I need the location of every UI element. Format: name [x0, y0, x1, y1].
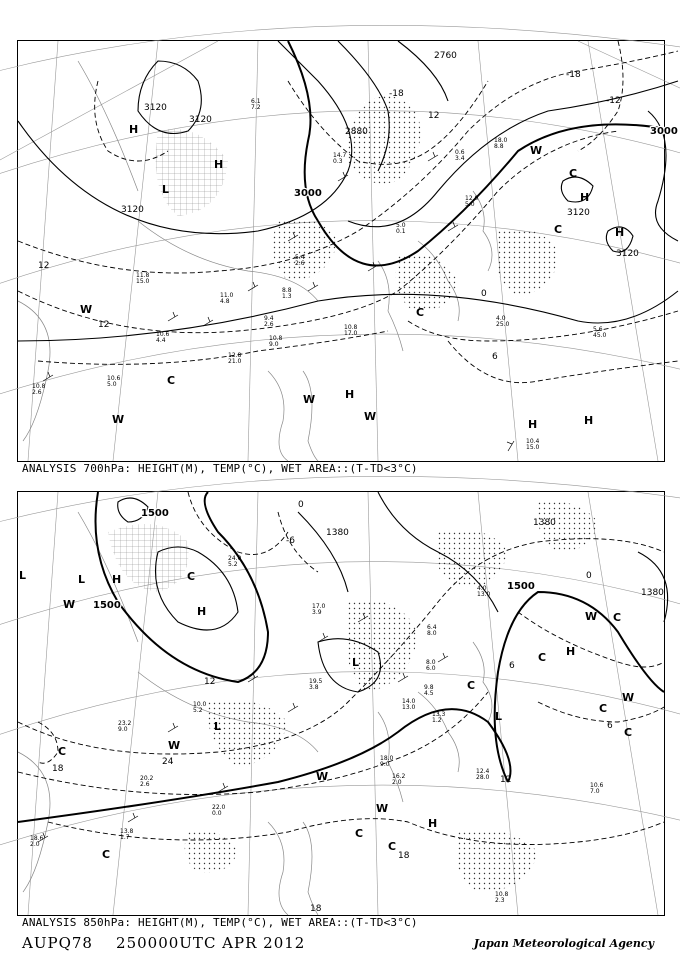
station-temp: 19.5: [309, 678, 323, 685]
station-temp: 10.6: [156, 331, 170, 338]
station-dewpoint-depression: 5.0: [107, 381, 117, 388]
station-dewpoint-depression: 4.4: [156, 337, 166, 344]
station-dewpoint-depression: 8.0: [427, 630, 437, 637]
station-dewpoint-depression: 13.0: [477, 591, 491, 598]
contour-label: 3120: [121, 205, 144, 215]
station-temp: 6.4: [427, 624, 437, 631]
contour-label: 2880: [345, 127, 368, 137]
contour-label: 1380: [533, 518, 556, 528]
pressure-center-label: C: [599, 702, 608, 715]
pressure-center-label: W: [63, 598, 76, 611]
contour-label: 1500: [507, 581, 535, 592]
pressure-center-label: C: [538, 651, 547, 664]
pressure-center-label: L: [162, 183, 170, 196]
contour-label: 0: [481, 289, 487, 299]
contour-label: 6: [492, 352, 498, 362]
contour-label: 0: [298, 500, 304, 510]
pressure-center-label: C: [416, 306, 425, 319]
contour-label: 6: [607, 721, 613, 731]
station-dewpoint-depression: 5.0: [465, 201, 475, 208]
station-dewpoint-depression: 3.4: [455, 155, 465, 162]
station-dewpoint-depression: 3.8: [309, 684, 319, 691]
station-dewpoint-depression: 45.0: [593, 332, 607, 339]
pressure-center-label: H: [112, 573, 122, 586]
agency-name: Japan Meteorological Agency: [473, 937, 654, 950]
contour-label: 0: [586, 571, 592, 581]
station-dewpoint-depression: 2.0: [30, 841, 40, 848]
pressure-center-label: W: [303, 393, 316, 406]
pressure-center-label: H: [584, 414, 594, 427]
station-dewpoint-depression: 6.0: [426, 665, 436, 672]
pressure-center-label: L: [352, 656, 360, 669]
contour-label: 3120: [567, 208, 590, 218]
station-temp: 9.4: [264, 315, 274, 322]
chart-code: AUPQ78: [22, 934, 93, 952]
contour-label: 3120: [144, 103, 167, 113]
pressure-center-label: L: [495, 710, 503, 723]
pressure-center-label: W: [530, 144, 543, 157]
station-temp: 10.8: [32, 383, 46, 390]
station-temp: 10.0: [193, 701, 207, 708]
station-dewpoint-depression: 1.7: [120, 834, 130, 841]
station-dewpoint-depression: 17.0: [344, 330, 358, 337]
station-dewpoint-depression: 4.8: [220, 298, 230, 305]
station-temp: 6.1: [251, 98, 261, 105]
station-dewpoint-depression: 0.3: [333, 158, 343, 165]
pressure-center-label: C: [624, 726, 633, 739]
contour-label: 12: [500, 775, 512, 785]
pressure-center-label: W: [112, 413, 125, 426]
station-temp: 17.0: [312, 603, 326, 610]
contour-label: 18: [398, 851, 410, 861]
station-dewpoint-depression: 2.6: [140, 781, 150, 788]
contour-label: -12: [606, 96, 621, 106]
contour-label: 3000: [650, 126, 678, 137]
map-panel-850hpa: [17, 491, 665, 916]
graticule: [0, 25, 680, 461]
station-temp: 4.0: [496, 315, 506, 322]
pressure-center-label: H: [129, 123, 139, 136]
station-dewpoint-depression: 0.0: [212, 810, 222, 817]
station-temp: 23.2: [118, 720, 132, 727]
map-panel-700hpa: [17, 40, 678, 462]
contour-label: 1500: [93, 600, 121, 611]
pressure-center-label: L: [78, 573, 86, 586]
map-700hpa: [18, 41, 678, 461]
pressure-center-label: W: [622, 691, 635, 704]
station-dewpoint-depression: 15.0: [526, 444, 540, 451]
station-dewpoint-depression: 4.5: [424, 690, 434, 697]
pressure-center-label: C: [58, 745, 67, 758]
chart-datetime: 250000UTC APR 2012: [116, 934, 306, 952]
pressure-center-label: C: [388, 840, 397, 853]
contour-label: -18: [389, 89, 404, 99]
contour-label: 6: [509, 661, 515, 671]
station-dewpoint-depression: 28.0: [476, 774, 490, 781]
pressure-center-label: W: [168, 739, 181, 752]
contour-label: 2760: [434, 51, 457, 61]
contour-label: 18: [310, 904, 322, 914]
station-dewpoint-depression: 1.3: [282, 293, 292, 300]
station-temp: 22.0: [212, 804, 226, 811]
station-dewpoint-depression: 15.0: [136, 278, 150, 285]
contour-label: 1500: [141, 508, 169, 519]
station-temp: 10.8: [495, 891, 509, 898]
pressure-center-label: H: [345, 388, 355, 401]
station-dewpoint-depression: 5.2: [193, 707, 203, 714]
contour-label: 3120: [616, 249, 639, 259]
station-temp: 10.6: [107, 375, 121, 382]
station-dewpoint-depression: 2.6: [264, 321, 274, 328]
station-dewpoint-depression: 7.2: [251, 104, 261, 111]
station-temp: 5.4: [295, 254, 305, 261]
station-temp: 9.8: [424, 684, 434, 691]
station-temp: 18.6: [30, 835, 44, 842]
pressure-center-label: W: [316, 770, 329, 783]
pressure-center-label: C: [467, 679, 476, 692]
station-temp: 10.6: [590, 782, 604, 789]
station-dewpoint-depression: 9.0: [269, 341, 279, 348]
station-temp: 12.8: [228, 352, 242, 359]
contour-label: 3120: [189, 115, 212, 125]
station-temp: 16.2: [392, 773, 406, 780]
pressure-center-label: H: [214, 158, 224, 171]
station-temp: 11.8: [136, 272, 150, 279]
station-temp: 0.6: [455, 149, 465, 156]
station-temp: 18.0: [380, 755, 394, 762]
pressure-center-label: L: [214, 720, 222, 733]
station-temp: 14.0: [402, 698, 416, 705]
pressure-center-label: C: [355, 827, 364, 840]
pressure-center-label: C: [102, 848, 111, 861]
pressure-center-label: C: [613, 611, 622, 624]
station-temp: 18.0: [494, 137, 508, 144]
pressure-center-label: W: [585, 610, 598, 623]
pressure-center-label: H: [566, 645, 576, 658]
station-dewpoint-depression: 13.0: [402, 704, 416, 711]
pressure-center-label: H: [580, 191, 590, 204]
chart-id: [22, 934, 305, 952]
pressure-center-label: H: [197, 605, 207, 618]
station-dewpoint-depression: 2.6: [32, 389, 42, 396]
station-temp: 14.7: [333, 152, 347, 159]
station-dewpoint-depression: 21.0: [228, 358, 242, 365]
contour-label: -6: [286, 536, 295, 546]
station-temp: 13.3: [432, 711, 446, 718]
height-contours: [18, 41, 678, 341]
station-dewpoint-depression: 9.0: [380, 761, 390, 768]
station-temp: 24.0: [228, 555, 242, 562]
station-dewpoint-depression: 0.1: [396, 228, 406, 235]
pressure-center-label: C: [187, 570, 196, 583]
station-temp: 12.4: [476, 768, 490, 775]
pressure-center-label: W: [364, 410, 377, 423]
station-temp: 10.8: [344, 324, 358, 331]
contour-label: 1380: [641, 588, 664, 598]
station-dewpoint-depression: 1.2: [432, 717, 442, 724]
contour-label: 1380: [326, 528, 349, 538]
contour-label: 3000: [294, 188, 322, 199]
station-temp: 5.6: [593, 326, 603, 333]
pressure-center-label: H: [428, 817, 438, 830]
station-dewpoint-depression: 7.0: [590, 788, 600, 795]
station-temp: 4.0: [477, 585, 487, 592]
station-temp: 8.8: [282, 287, 292, 294]
station-temp: 11.0: [220, 292, 234, 299]
station-dewpoint-depression: 3.9: [312, 609, 322, 616]
contour-label: 12: [204, 677, 216, 687]
pressure-center-label: W: [376, 802, 389, 815]
station-temp: 13.8: [120, 828, 134, 835]
station-dewpoint-depression: 8.8: [494, 143, 504, 150]
caption-700hpa: ANALYSIS 700hPa: HEIGHT(M), TEMP(°C), WET AREA::(T-TD<3°C): [22, 462, 418, 475]
station-dewpoint-depression: 2.6: [295, 260, 305, 267]
station-temp: 20.2: [140, 775, 154, 782]
contour-label: 12: [98, 320, 110, 330]
contour-label: 12: [428, 111, 440, 121]
station-temp: 8.0: [426, 659, 436, 666]
station-dewpoint-depression: 25.0: [496, 321, 510, 328]
station-temp: 12.0: [465, 195, 479, 202]
map-850hpa: [18, 492, 664, 915]
caption-850hpa: ANALYSIS 850hPa: HEIGHT(M), TEMP(°C), WET AREA::(T-TD<3°C): [22, 916, 418, 929]
station-temp: 10.8: [269, 335, 283, 342]
station-dewpoint-depression: 9.0: [118, 726, 128, 733]
pressure-center-label: H: [528, 418, 538, 431]
station-dewpoint-depression: 2.3: [495, 897, 505, 904]
station-dewpoint-depression: 2.0: [392, 779, 402, 786]
pressure-center-label: W: [80, 303, 93, 316]
station-temp: 5.0: [396, 222, 406, 229]
pressure-center-label: C: [569, 167, 578, 180]
contour-label: -18: [566, 70, 581, 80]
contour-label: 18: [52, 764, 64, 774]
contour-label: 12: [38, 261, 50, 271]
pressure-center-label: C: [167, 374, 176, 387]
pressure-center-label: L: [19, 569, 27, 582]
pressure-center-label: C: [554, 223, 563, 236]
contour-label: 24: [162, 757, 174, 767]
station-dewpoint-depression: 5.2: [228, 561, 238, 568]
station-temp: 10.4: [526, 438, 540, 445]
pressure-center-label: H: [615, 226, 625, 239]
